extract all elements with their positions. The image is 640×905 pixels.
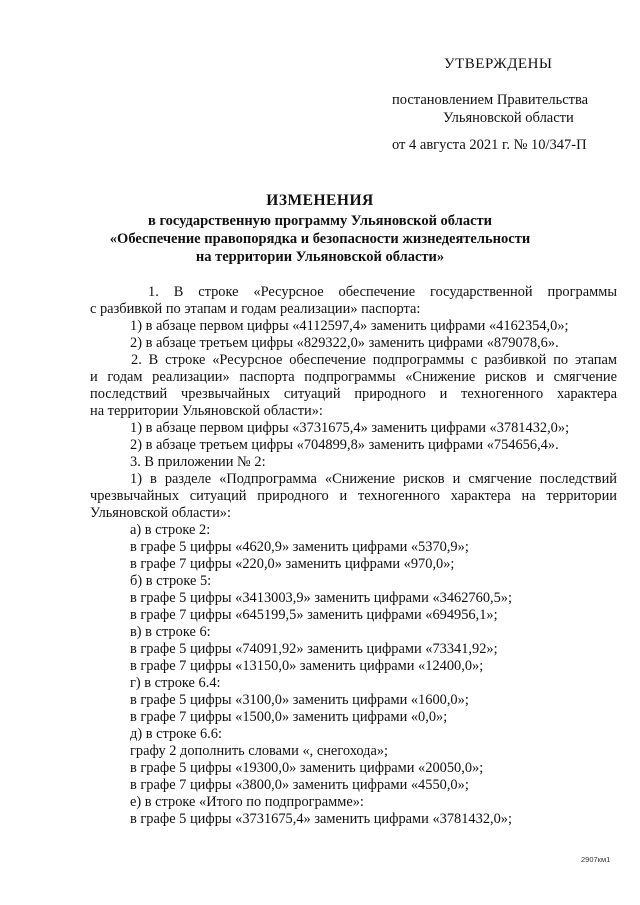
body-line: Ульяновской области»: [90,505,231,521]
body-line: в графе 5 цифры «3731675,4» заменить цифрами «3781432,0»; [130,811,512,827]
body-line: в графе 7 цифры «645199,5» заменить цифрами «694956,1»; [130,607,498,623]
body-line: 2) в абзаце третьем цифры «829322,0» заменить цифрами «879078,6». [130,335,559,351]
body-line: а) в строке 2: [130,522,211,538]
body-line: с разбивкой по этапам и годам реализации» паспорта: [90,301,421,317]
body-line: на территории Ульяновской области»: [90,403,323,419]
body-line: в графе 5 цифры «74091,92» заменить цифрами «73341,92»; [130,641,498,657]
body-line: 1) в абзаце первом цифры «4112597,4» заменить цифрами «4162354,0»; [130,318,569,334]
document-subtitle-line: в государственную программу Ульяновской области [147,213,492,229]
document-code: 2907км1 [581,855,611,864]
body-line: в графе 7 цифры «3800,0» заменить цифрами «4550,0»; [130,777,469,793]
body-line: чрезвычайных ситуаций природного и техногенного характера на территории [90,488,617,504]
body-line: в графе 5 цифры «3100,0» заменить цифрами «1600,0»; [130,692,469,708]
body-line: в графе 5 цифры «19300,0» заменить цифрами «20050,0»; [130,760,484,776]
body-line: б) в строке 5: [130,573,212,589]
approval-line-2: Ульяновской области [443,110,574,126]
body-line: графу 2 дополнить словами «, снегохода»; [130,743,389,759]
body-line: 1) в разделе «Подпрограмма «Снижение рисков и смягчение последствий [130,471,617,487]
body-line: в) в строке 6: [130,624,211,640]
body-line: последствий чрезвычайных ситуаций природного и техногенного характера [90,386,617,402]
body-line: 1) в абзаце первом цифры «3731675,4» заменить цифрами «3781432,0»; [130,420,570,436]
body-line: в графе 7 цифры «1500,0» заменить цифрами «0,0»; [130,709,448,725]
body-line: 2) в абзаце третьем цифры «704899,8» заменить цифрами «754656,4». [130,437,559,453]
body-line: е) в строке «Итого по подпрограмме»: [130,794,364,810]
approval-title: УТВЕРЖДЕНЫ [444,56,553,72]
body-line: 3. В приложении № 2: [130,454,266,470]
body-line: 1. В строке «Ресурсное обеспечение государственной программы [148,284,617,300]
approval-line-3: от 4 августа 2021 г. № 10/347-П [392,137,587,153]
document-subtitle-line: «Обеспечение правопорядка и безопасности жизнедеятельности [109,231,531,247]
body-line: г) в строке 6.4: [130,675,221,691]
body-line: и годам реализации» паспорта подпрограммы «Снижение рисков и смягчение [90,369,617,385]
body-line: в графе 7 цифры «13150,0» заменить цифрами «12400,0»; [130,658,484,674]
body-line: в графе 5 цифры «4620,9» заменить цифрами «5370,9»; [130,539,469,555]
document-title: ИЗМЕНЕНИЯ [266,192,374,209]
body-line: 2. В строке «Ресурсное обеспечение подпрограммы с разбивкой по этапам [131,352,617,368]
body-line: в графе 7 цифры «220,0» заменить цифрами «970,0»; [130,556,455,572]
body-line: д) в строке 6.6: [130,726,222,742]
body-line: в графе 5 цифры «3413003,9» заменить цифрами «3462760,5»; [130,590,512,606]
approval-line-1: постановлением Правительства [392,92,589,108]
document-subtitle-line: на территории Ульяновской области» [195,249,445,265]
